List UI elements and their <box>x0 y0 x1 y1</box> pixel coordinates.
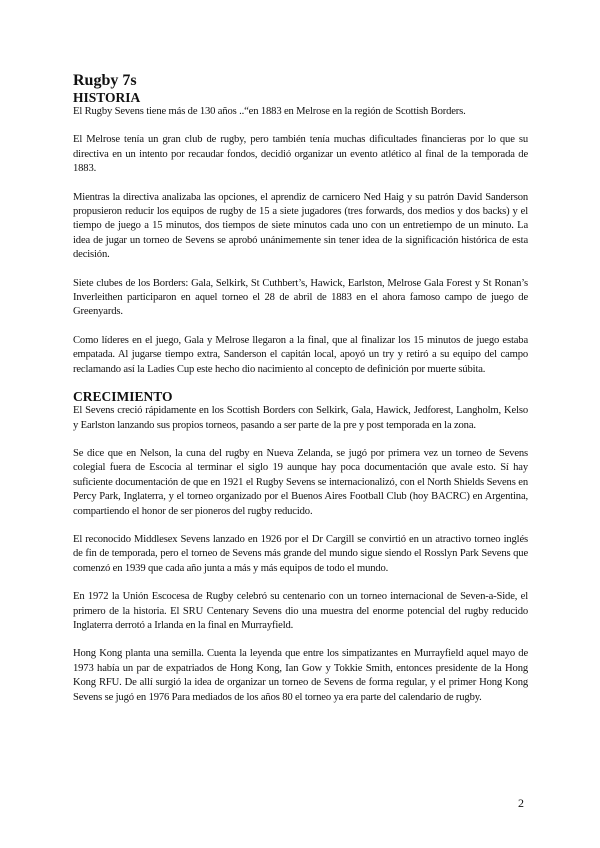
paragraph: El Melrose tenía un gran club de rugby, pero también tenía muchas dificultades financieras por lo que su directiva en un intento por recaudar fondos, decidió organizar un evento atlético al final de la temporada de 1883. <box>73 134 528 175</box>
document-title: Rugby 7s <box>73 72 137 89</box>
section-heading-crecimiento: CRECIMIENTO <box>73 389 173 405</box>
section-heading-historia: HISTORIA <box>73 90 141 105</box>
paragraph: Mientras la directiva analizaba las opciones, el aprendiz de carnicero Ned Haig y su patrón David Sanderson propusieron reducir los equipos de rugby de 15 a siete jugadores (tres forwards, dos medios y dos backs) y el tiempo de juego a 15 minutos, dos tiempos de siete minutos cada uno con un entretiempo de un minuto. La idea de jugar un torneo de Sevens se aprobó unánimemente sin tener idea de la significación histórica de esta decisión. <box>73 191 528 261</box>
paragraph: Hong Kong planta una semilla. Cuenta la leyenda que entre los simpatizantes en Murrayfield aquel mayo de 1973 había un par de expatriados de Hong Kong, Ian Gow y Tokkie Smith, entonces presidente de la Hong Kong RFU. De allí surgió la idea de organizar un torneo de Sevens de forma regular, y el primer Hong Kong Sevens se jugó en 1976 Para mediados de los años 80 el torneo ya era parte del calendario de rugby. <box>73 648 528 703</box>
paragraph: Como líderes en el juego, Gala y Melrose llegaron a la final, que al finalizar los 15 minutos de juego estaba empatada. Al jugarse tiempo extra, Sanderson el capitán local, apoyó un try y retiró a su equipo del campo reclamando así la Ladies Cup este hecho dio nacimiento al concepto de definición por muerte súbita. <box>73 334 528 375</box>
document-page <box>73 72 528 705</box>
paragraph: El Rugby Sevens tiene más de 130 años ..“en 1883 en Melrose en la región de Scottish Borders. <box>73 106 466 117</box>
paragraph: En 1972 la Unión Escocesa de Rugby celebró su centenario con un torneo internacional de Seven-a-Side, el primero de la historia. El SRU Centenary Sevens dio una muestra del enorme potencial del rugby reducido Inglaterra derrotó a Irlanda en la final en Murrayfield. <box>73 591 528 631</box>
paragraph: El Sevens creció rápidamente en los Scottish Borders con Selkirk, Gala, Hawick, Jedforest, Langholm, Kelso y Earlston lanzando sus propios torneos, pasando a ser parte de la pre y post temporada en la zona. <box>73 405 528 431</box>
page-number: 2 <box>518 796 524 810</box>
paragraph: Siete clubes de los Borders: Gala, Selkirk, St Cuthbert’s, Hawick, Earlston, Melrose Gala Forest y St Ronan’s Inverleithen participaron en aquel torneo el 28 de abril de 1883 en el ahora famoso campo de juego de Greenyards. <box>73 277 528 318</box>
paragraph: El reconocido Middlesex Sevens lanzado en 1926 por el Dr Cargill se convirtió en un atractivo torneo inglés de fin de temporada, pero el torneo de Sevens más grande del mundo sigue siendo el Rosslyn Park Sevens que comenzó en 1939 que cada año junta a más y más equipos de todo el mundo. <box>73 533 528 574</box>
paragraph: Se dice que en Nelson, la cuna del rugby en Nueva Zelanda, se jugó por primera vez un torneo de Sevens colegial fuera de Escocia al terminar el siglo 19 aunque hay poca documentación que avale esto. Sí hay suficiente documentación de que en 1921 el Rugby Sevens se internacionalizó, con el North Shields Sevens en Percy Park, Inglaterra, y el torneo organizado por el Buenos Aires Football Club (hoy BACRC) en Argentina, compartiendo el honor de ser pioneros del rugby reducido. <box>73 447 528 517</box>
